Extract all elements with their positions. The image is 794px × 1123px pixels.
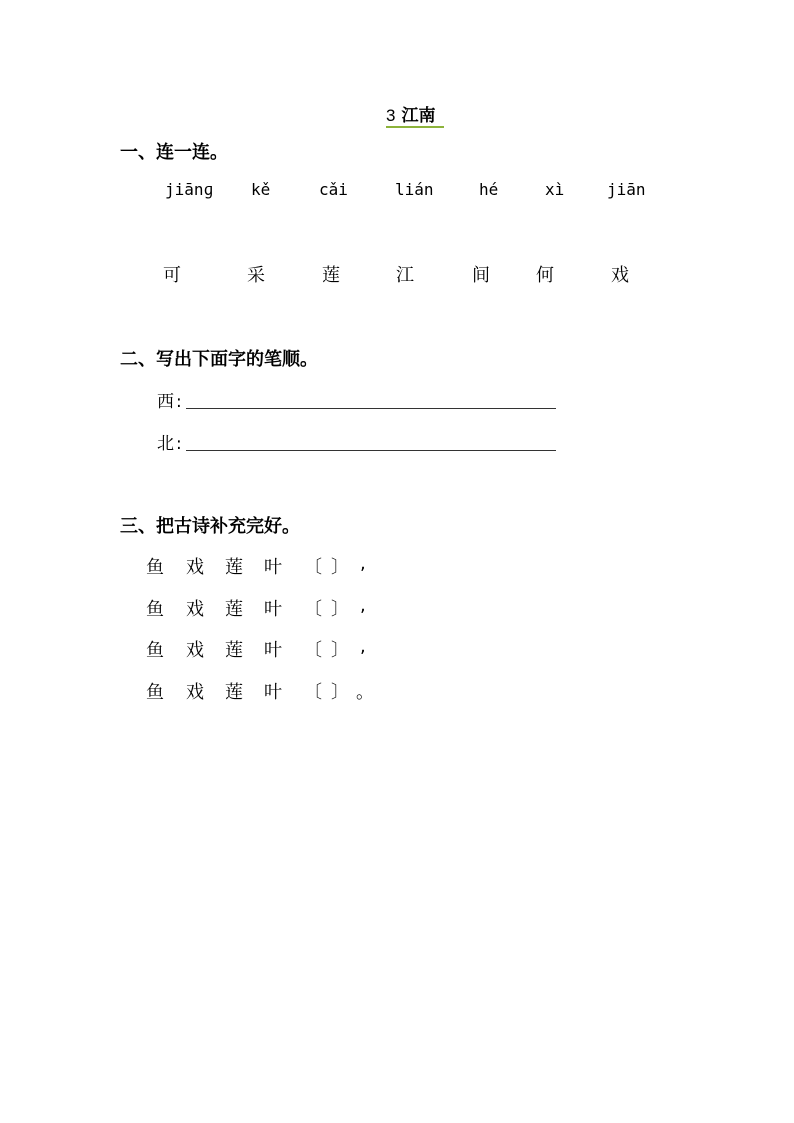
pinyin-item: jiānɡ xyxy=(165,180,214,199)
poem-punctuation: , xyxy=(360,595,366,616)
title-underline xyxy=(386,126,444,128)
section-2-heading: 二、写出下面字的笔顺。 xyxy=(120,349,318,370)
poem-word: 叶 xyxy=(264,557,282,578)
hanzi-item: 可 xyxy=(163,265,181,286)
stroke-colon: : xyxy=(176,434,182,454)
poem-word: 戏 xyxy=(186,599,204,620)
stroke-char: 西 xyxy=(157,392,174,412)
close-bracket: 〕 xyxy=(331,682,349,703)
hanzi-item: 戏 xyxy=(611,265,629,286)
section-3-heading: 三、把古诗补充完好。 xyxy=(120,516,300,537)
hanzi-item: 采 xyxy=(247,265,265,286)
poem-word: 戏 xyxy=(186,640,204,661)
stroke-char: 北 xyxy=(157,434,174,454)
poem-word: 鱼 xyxy=(146,557,164,578)
pinyin-item: xì xyxy=(545,180,565,199)
poem-word: 戏 xyxy=(186,682,204,703)
poem-word: 叶 xyxy=(264,599,282,620)
stroke-order-row xyxy=(157,387,556,412)
poem-punctuation: , xyxy=(360,636,366,657)
poem-word: 鱼 xyxy=(146,682,164,703)
poem-punctuation: , xyxy=(360,553,366,574)
stroke-colon: : xyxy=(176,392,182,412)
poem-word: 鱼 xyxy=(146,599,164,620)
close-bracket: 〕 xyxy=(331,599,349,620)
pinyin-item: kě xyxy=(251,180,271,199)
poem-word: 莲 xyxy=(225,599,243,620)
open-bracket: 〔 xyxy=(304,640,322,661)
poem-word: 鱼 xyxy=(146,640,164,661)
poem-word: 叶 xyxy=(264,640,282,661)
poem-word: 戏 xyxy=(186,557,204,578)
open-bracket: 〔 xyxy=(304,557,322,578)
close-bracket: 〕 xyxy=(331,557,349,578)
hanzi-item: 何 xyxy=(536,265,554,286)
open-bracket: 〔 xyxy=(304,599,322,620)
lesson-number: 3 xyxy=(386,106,396,125)
hanzi-item: 间 xyxy=(472,265,490,286)
pinyin-item: lián xyxy=(395,180,434,199)
close-bracket: 〕 xyxy=(331,640,349,661)
poem-word: 叶 xyxy=(264,682,282,703)
hanzi-item: 江 xyxy=(396,265,414,286)
stroke-order-row xyxy=(157,429,556,454)
section-1-heading: 一、连一连。 xyxy=(120,142,228,163)
pinyin-item: cǎi xyxy=(319,180,348,199)
stroke-order-blank[interactable] xyxy=(186,407,556,409)
lesson-name: 江南 xyxy=(401,106,436,126)
pinyin-item: hé xyxy=(479,180,499,199)
poem-punctuation: 。 xyxy=(356,682,374,703)
hanzi-item: 莲 xyxy=(322,265,340,286)
stroke-order-blank[interactable] xyxy=(186,449,556,451)
lesson-title xyxy=(386,101,435,126)
open-bracket: 〔 xyxy=(304,682,322,703)
poem-word: 莲 xyxy=(225,640,243,661)
poem-word: 莲 xyxy=(225,682,243,703)
pinyin-item: jiān xyxy=(607,180,646,199)
poem-word: 莲 xyxy=(225,557,243,578)
